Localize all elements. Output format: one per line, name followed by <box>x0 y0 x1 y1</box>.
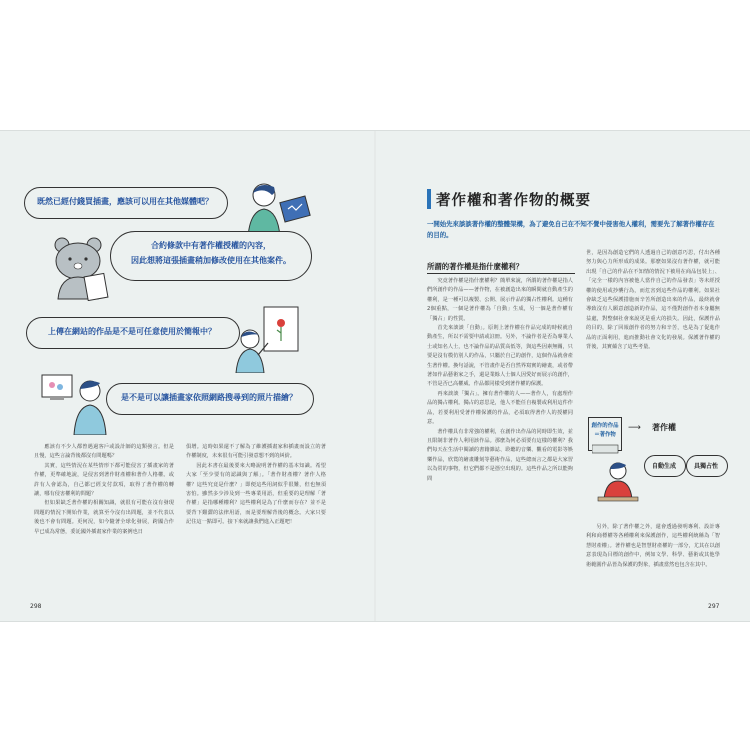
left-col1-para: 其實，這些情況在某些情形下都可能侵害了插畫家的著作權，更準確地說，是侵害到著作財產權和著作人格權。或許有人會認為，自己都已經支付款項，取得了著作權的轉讓，哪有侵害權利的問題？ <box>34 462 174 498</box>
right-column-1 <box>427 277 573 484</box>
left-col1-para: 但如果缺乏著作權的相關知識，就很有可能在沒有發現問題的情況下開始作業，就算至今沒有出問題，並不代表以後也不會有問題。更何況，如今隨著全球化發展，跨國合作早已成為常態，委託國外插畫家作業的案例也日 <box>34 500 174 535</box>
arrow-icon: ⟶ <box>628 423 641 433</box>
speech-bubble-4: 是不是可以讓插畫家依照網路搜尋到的照片描繪？ <box>121 393 297 402</box>
person-monitor-illustration <box>40 367 116 435</box>
right-column-2-bottom <box>586 523 720 570</box>
right-col1-para: 首先來談談「自動」。原則上著作權在作品完成的時候就自動產生，所以不需要申請或註冊。另外，不論作者是否為專業人士或知名人士，也不論作品的品質高低等，與這些因素無關，只要是沒有模仿別人的作品，只屬於自己的創作，這個作品就會產生著作權。換句話說，不管畫作是否自然界寫實的繪畫，或者帶著如作品藝術家之手，還是業餘人士個人因愛好而展示的創作，不管是否已高權威、作品都同樣受到著作權的保護。 <box>427 325 573 388</box>
right-col2-para: 世，是因為創造它們的人透過自己的創意巧思，付出各種努力與心力所形成的成果。那麼如果沒有著作權，就可能出現「自己的作品在不知情的情況下被用在商品包裝上」、「完全一樣的內容被他人當作自己的作品發表」等未經授權的使用或抄襲行為，而危害到這些作品的權利。如果社會缺乏這些保護措施而辛苦所創造出來的作品，最終就會導致沒有人願意創造新的作品，這不僅對創作者本身屬無益處，對整個社會來說更是重大的損失。因此，保護作品的目的，除了回報創作者的努力和辛苦，也是為了促進作品的正面利用，進而推動社會文化的發展。保護著作權的背後，其實蘊含了這些考量。 <box>586 250 720 351</box>
works-box: 創作的作品＝著作物 <box>588 417 622 451</box>
exclusive-label: 具獨占性 <box>693 463 718 470</box>
book-gutter <box>374 131 376 621</box>
person-desk-illustration <box>596 459 640 509</box>
bear-tablet-illustration <box>48 235 118 301</box>
subheading-rule <box>427 273 575 274</box>
works-stack-icon <box>592 443 622 455</box>
copyright-diagram <box>586 413 726 509</box>
left-col2-para: 因此本書在最後要來大略說明著作權的基本知識。希望大家「至少要有的認識與了解」。「著作財產權？著作人格權？這些究竟是什麼？」即便這些用詞似乎很難，但也無須害怕。雖然多少涉及到一些專業用語，但重要的是理解「著作權」是指哪種權利？這些權利是為了什麼而存在？並不是要背下艱澀的法律用語，而是要理解背後的概念。大家只要記住這一點即可。接下來就讓我們進入正題吧！ <box>186 462 326 526</box>
speech-bubble-2b: 因此想將這張插畫稍加修改使用在其他案件。 <box>131 256 291 265</box>
right-column-2-top <box>586 249 720 352</box>
left-column-1 <box>34 443 174 537</box>
speech-bubble-1: 既然已經付錢買插畫，應該可以用在其他媒體吧？ <box>37 197 213 206</box>
right-col1-para: 究竟著作權是指什麼權利？簡單來說，所謂的著作權是指人們所創作的作品——著作物，在被創造出來的瞬間就自動產生的權利，是一種可以複製、公開、展示作品的獨占性權利。這種有2個重點，一個是著作權為「自動」生成，另一個是著作權有「獨占」的性質。 <box>427 278 573 322</box>
copyright-label: 著作權 <box>652 423 676 432</box>
auto-label: 自動生成 <box>651 463 676 470</box>
right-col1-para: 再來談談「獨占」。擁有著作權的人——著作人，有處理作品的獨占權利。獨占的意思是，他人不能任自複製或利用這件作品，若要利用受著作權保護的作品，必須取得著作人的授權同意。 <box>427 390 573 426</box>
section-title: 著作權和著作物的概要 <box>436 193 591 209</box>
speech-bubble-3: 上傳在網站的作品是不是可任意使用於簡報中？ <box>48 327 216 336</box>
left-col1-para: 應該有不少人都曾遇過客戶或設計師的這類發言。但是且慢，這些言論背後都沒有問題嗎？ <box>34 444 174 460</box>
page-number-left: 298 <box>30 603 42 610</box>
left-column-2 <box>186 443 326 528</box>
book-spread <box>0 130 750 622</box>
person-easel-illustration <box>234 303 314 373</box>
section-intro: 一開始先來談談著作權的整體架構，為了避免自己在不知不覺中侵害他人權利，需要先了解著作權存在的目的。 <box>427 220 715 239</box>
left-col2-para: 俱增。這時如果還不了解為了維護插畫家和插畫而設立的著作權制度，未來很有可能引發意想不到的糾紛。 <box>186 444 326 460</box>
page-number-right: 297 <box>708 603 720 610</box>
subheading: 所謂的著作權是指什麼權利？ <box>427 262 524 271</box>
title-accent-bar <box>427 189 431 209</box>
right-col1-para: 著作權具有非常強的權利，在創作出作品的同時即生效，並且限制非著作人利用該作品。那麼為何必須要有這樣的權利？我們每天在生活中閱讀的書籍雜誌、聆聽的音樂、觀看的電影等娛樂作品，欣賞的繪畫雕刻等藝術作品，這些總而言之都是大家習以為常的事物，但它們都不是憑空出現的。這些作品之所以能夠問 <box>427 428 573 482</box>
right-col2-para: 另外，除了著作權之外，還會透過發明專利、設計專利和商標權等各種權利來保護創作，這些權利統稱為「智慧財產權」。著作權也是智慧財產權的一部分，尤其在以創意表現為目標的創作中，例如文學、科學、藝術或其他學術範圍作品皆為保護的對象，插畫當然也包含在其中。 <box>586 524 720 568</box>
speech-bubble-2a: 合約條款中有著作權授權的內容， <box>151 241 271 250</box>
